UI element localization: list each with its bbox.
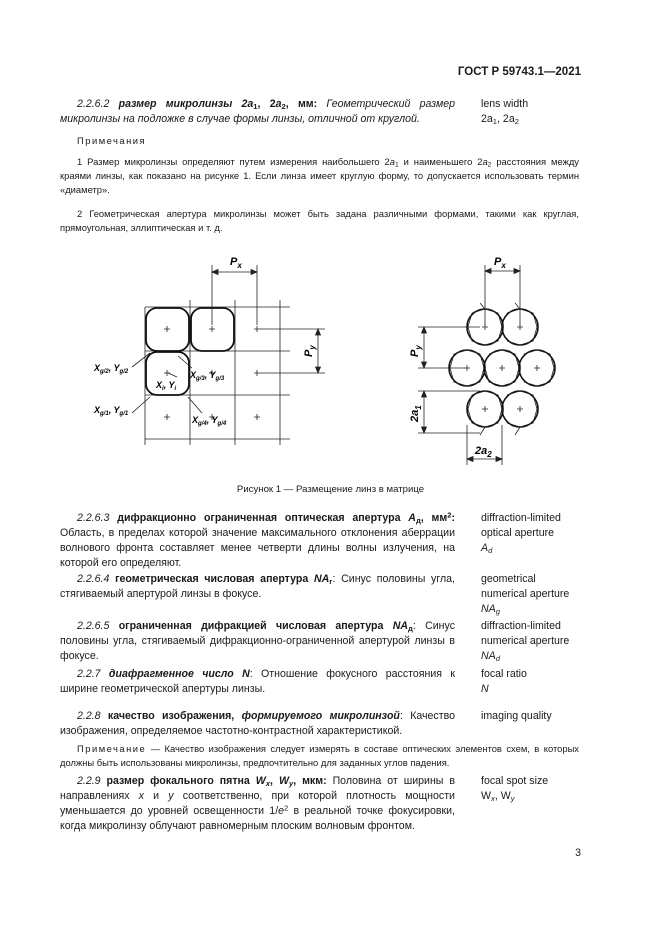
label-xg2-yg2: $X_{g/2}$, $Y_{g/2}$ <box>94 363 129 375</box>
figure-lens-matrix <box>80 245 580 475</box>
note-1: 1 Размер микролинзы определяют путем измерения наибольшего $2a_1$ и наименьшего $2a_2$ расстояния между краями линзы, как показано на рисунке 1. Если линза имеет круглую форму, то допускается использовать термин «диаметр». <box>60 156 579 195</box>
term-number: 2.2.6.2 <box>77 98 110 110</box>
term-title: размер микролинзы 2 <box>118 98 248 110</box>
document-header: ГОСТ Р 59743.1—2021 <box>457 66 581 78</box>
hex-2a1-label: $2a_1$ <box>409 405 423 422</box>
term-2-2-9: 2.2.9 размер фокального пятна $W_x$, $W_y$, мкм: Половина от ширины в направлениях x и y соответственно, при которой плотность мощности уменьшается до уровней освещенности $1/e^2$ в реальной точке фокусировки, когда микролинзу облучают равномерным плоским волновым фронтом. <box>60 775 456 832</box>
hex-py-dimension <box>418 327 480 368</box>
english-symbol: $2a_1$, $2a_2$ <box>481 113 519 126</box>
term-2-2-8-english: imaging quality <box>481 710 552 722</box>
term-definition: Геометрический размер микролинзы на подложке в случае формы линзы, отличной от круглой. <box>60 98 455 125</box>
term-2-2-8: 2.2.8 качество изображения, формируемого микролинзой: Качество изображения, определяемое частотно-контрастной характеристикой. <box>60 710 455 737</box>
hex-py-label: $P_y$ <box>409 345 423 357</box>
note-2: 2 Геометрическая апертура микролинзы может быть задана различными формами, такими как круглая, прямоугольная, эллиптическая и т. д. <box>60 208 579 233</box>
term-2-2-6-3: 2.2.6.3 дифракционно ограниченная оптическая апертура $A_д$, $мм^2$: Область, в пределах которой значение максимального отклонения аберрации волнового фронта составляет менее четверти длины волны излучения, на которой его определяют. <box>60 510 456 569</box>
label-xg4-yg4: $X_{g/4}$, $Y_{g/4}$ <box>192 415 227 427</box>
term-unit: , мм: <box>285 98 318 110</box>
term-2-2-6-3-english: diffraction-limited optical aperture $A_d$ <box>481 512 561 555</box>
term-symbol: a <box>247 98 254 110</box>
term-2-2-7: 2.2.7 диафрагменное число N: Отношение фокусного расстояния к ширине геометрической апертуры линзы. <box>60 668 455 695</box>
term-subscript: 2 <box>281 101 286 111</box>
term-2-2-6-2 <box>60 97 455 127</box>
term-2-2-9-english: focal spot size $W_x$, $W_y$ <box>481 775 549 803</box>
label-xg1-yg1: $X_{g/1}$, $Y_{g/1}$ <box>94 405 129 417</box>
py-label: $P_y$ <box>303 345 317 357</box>
hex-px-label: $P_x$ <box>494 256 506 270</box>
term-2-2-6-5-english: diffraction-limited numerical aperture $NA_d$ <box>481 620 570 663</box>
english-term: lens width <box>481 98 529 110</box>
term-symbol: a <box>275 98 282 110</box>
label-xi-yi: $X_i$, $Y_i$ <box>156 380 177 392</box>
term-sep: , 2 <box>257 98 276 110</box>
notes-heading: Примечания <box>77 135 147 146</box>
term-2-2-7-english: focal ratio N <box>481 668 527 695</box>
term-2-2-6-4: 2.2.6.4 геометрическая числовая апертура $NA_г$: Синус половины угла, стягиваемый апертурой линзы в фокусе. <box>60 573 455 600</box>
page-number: 3 <box>575 847 581 859</box>
hex-px-dimension <box>485 265 520 325</box>
term-subscript: 1 <box>253 101 258 111</box>
term-2-2-6-4-english: geometrical numerical aperture $NA_g$ <box>481 573 570 616</box>
label-xg3-yg3: $X_{g/3}$, $Y_{g/3}$ <box>190 370 225 382</box>
term-2-2-6-5: 2.2.6.5 ограниченная дифракцией числовая апертура $NA_д$: Синус половины угла, стягиваемый дифракционно-ограниченной апертурой линзы в фокусе. <box>60 620 456 662</box>
hex-2a2-label: $2a_2$ <box>475 445 492 459</box>
px-label: $P_x$ <box>230 256 242 270</box>
term-2-2-6-2-english <box>481 97 611 127</box>
hex-centre-marks <box>464 324 540 412</box>
figure-caption: Рисунок 1 — Размещение линз в матрице <box>236 484 425 495</box>
term-2-2-8-note: Примечание — Качество изображения следует измерять в составе оптических элементов схем, в которых должны быть использованы микролинзы, предпочтительно для заданных углов падения. <box>60 743 579 768</box>
